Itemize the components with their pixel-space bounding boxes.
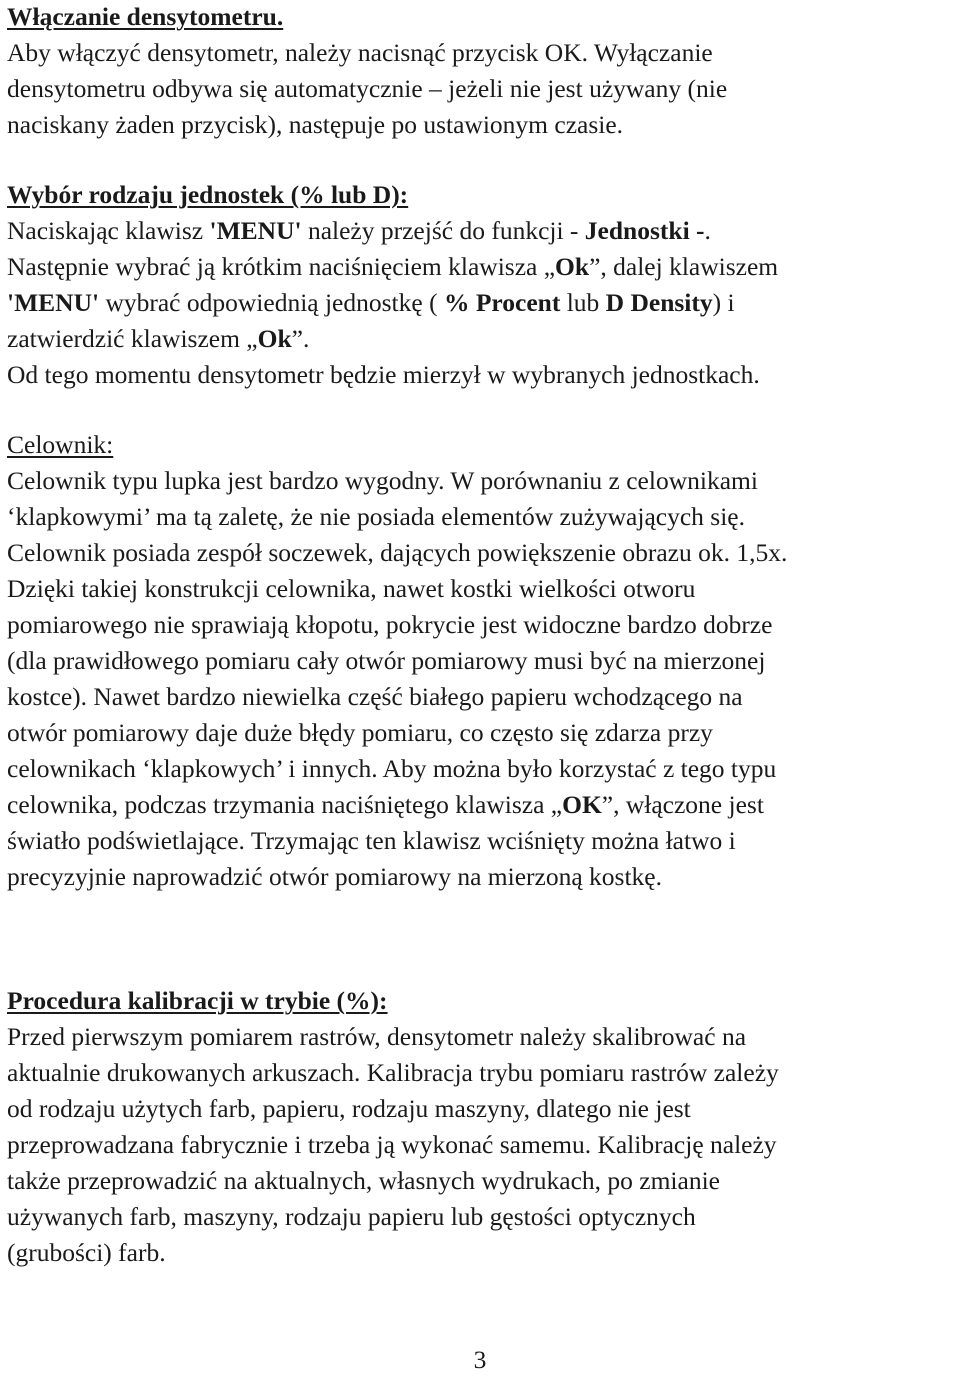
- document-page: [7, 0, 955, 1271]
- paragraph-line: przeprowadzana fabrycznie i trzeba ją wykonać samemu. Kalibrację należy: [7, 1130, 777, 1159]
- paragraph-line: Następnie wybrać ją krótkim naciśnięciem klawisza „Ok”, dalej klawiszem: [7, 252, 779, 281]
- heading-calibration: Procedura kalibracji w trybie (%):: [7, 986, 388, 1015]
- paragraph-line: ‘klapkowymi’ ma tą zaletę, że nie posiada elementów zużywających się.: [7, 502, 745, 531]
- page-number: 3: [473, 1345, 487, 1374]
- paragraph-line: (dla prawidłowego pomiaru cały otwór pomiarowy musi być na mierzonej: [7, 646, 766, 675]
- paragraph-line: naciskany żaden przycisk), następuje po ustawionym czasie.: [7, 110, 624, 139]
- paragraph-line: Aby włączyć densytometr, należy nacisnąć przycisk OK. Wyłączanie: [7, 38, 713, 67]
- paragraph-line: Przed pierwszym pomiarem rastrów, densytometr należy skalibrować na: [7, 1022, 747, 1051]
- paragraph-line: (grubości) farb.: [7, 1238, 166, 1267]
- heading-sight: Celownik:: [7, 430, 114, 459]
- paragraph-line: otwór pomiarowy daje duże błędy pomiaru, co często się zdarza przy: [7, 718, 713, 747]
- paragraph-line: 'MENU' wybrać odpowiednią jednostkę ( % Procent lub D Density) i: [7, 288, 735, 317]
- section-units: [7, 177, 955, 393]
- paragraph-line: Od tego momentu densytometr będzie mierzył w wybranych jednostkach.: [7, 360, 760, 389]
- paragraph-line: densytometru odbywa się automatycznie – jeżeli nie jest używany (nie: [7, 74, 728, 103]
- heading-units: Wybór rodzaju jednostek (% lub D):: [7, 180, 409, 209]
- section-power: [7, 0, 955, 143]
- paragraph-line: Celownik typu lupka jest bardzo wygodny. W porównaniu z celownikami: [7, 466, 758, 495]
- paragraph-line: Celownik posiada zespół soczewek, dających powiększenie obrazu ok. 1,5x.: [7, 538, 788, 567]
- paragraph-line: światło podświetlające. Trzymając ten klawisz wciśnięty można łatwo i: [7, 826, 736, 855]
- paragraph-line: precyzyjnie naprowadzić otwór pomiarowy na mierzoną kostkę.: [7, 862, 662, 891]
- paragraph-line: Naciskając klawisz 'MENU' należy przejść do funkcji - Jednostki -.: [7, 216, 711, 245]
- paragraph-line: Dzięki takiej konstrukcji celownika, nawet kostki wielkości otworu: [7, 574, 696, 603]
- paragraph-line: zatwierdzić klawiszem „Ok”.: [7, 324, 310, 353]
- section-sight: [7, 427, 955, 895]
- paragraph-line: celownika, podczas trzymania naciśniętego klawisza „OK”, włączone jest: [7, 790, 764, 819]
- paragraph-line: pomiarowego nie sprawiają kłopotu, pokrycie jest widoczne bardzo dobrze: [7, 610, 773, 639]
- paragraph-line: od rodzaju użytych farb, papieru, rodzaju maszyny, dlatego nie jest: [7, 1094, 691, 1123]
- heading-power: Włączanie densytometru.: [7, 2, 284, 31]
- paragraph-line: kostce). Nawet bardzo niewielka część białego papieru wchodzącego na: [7, 682, 743, 711]
- section-calibration: [7, 983, 955, 1271]
- paragraph-line: aktualnie drukowanych arkuszach. Kalibracja trybu pomiaru rastrów zależy: [7, 1058, 779, 1087]
- paragraph-line: celownikach ‘klapkowych’ i innych. Aby można było korzystać z tego typu: [7, 754, 777, 783]
- paragraph-line: także przeprowadzić na aktualnych, własnych wydrukach, po zmianie: [7, 1166, 720, 1195]
- paragraph-line: używanych farb, maszyny, rodzaju papieru lub gęstości optycznych: [7, 1202, 696, 1231]
